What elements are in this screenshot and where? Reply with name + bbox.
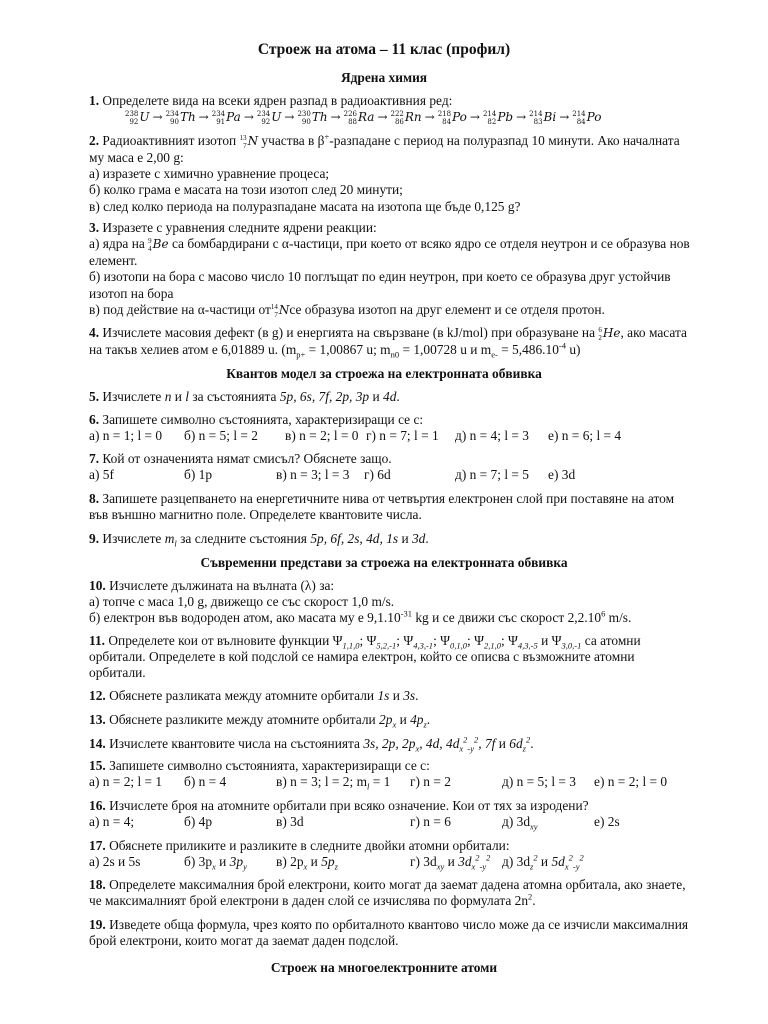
q17-option: а) 2s и 5s: [89, 854, 141, 870]
nuclide-symbol: U: [271, 110, 282, 125]
q16-option: д) $3d_{xy}$: [502, 814, 538, 832]
q7-option: а) 5f: [89, 467, 114, 483]
q7-option: д) n = 7; l = 5: [455, 467, 529, 483]
arrow-icon: →: [152, 110, 163, 125]
q17-option: г) $3d_{xy}$ и $3d_x^2_{-y}^2$: [410, 852, 491, 872]
question-10: 10. Изчислете дължината на вълната (λ) за: а) топче с маса 1,0 g, движещо се със скорост 1,0 m/s. б) електрон във водороден атом, ако масата му е $9,1.10^{-31}$ kg и се движи със скорост 2,2.10$^6$ m/s.: [89, 578, 632, 626]
q16-option: в) 3d: [276, 814, 304, 830]
question-19: 19. Изведете обща формула, чрез която по орбиталното квантово число може да се изчисли максималния брой електрони, които могат да заемат даден подслой.: [89, 917, 689, 949]
q16-option: а) n = 4;: [89, 814, 135, 830]
question-9: 9. Изчислете $m_l$ за следните състояния 5p, 6f, 2s, 4d, 1s и 3d.: [89, 531, 429, 549]
arrow-icon: →: [198, 110, 209, 125]
section-heading-quantum: Квантов модел за строежа на електронната обвивка: [226, 366, 542, 381]
isotope-n13: 13 7: [239, 133, 247, 150]
q7-options: [89, 467, 677, 483]
section-heading-modern: Съвременни представи за строежа на електронната обвивка: [200, 555, 568, 570]
question-6: 6. Запишете символно състоянията, характеризиращи се с: а) n = 1; l = 0 б) n = 5; l = 2 в) n = 2; l = 0 г) n = 7; l = 1 д) n = 4; l = 3 е) n = 6; l = 4: [89, 412, 677, 444]
q17-option: в) $2p_x$ и $5p_z$: [276, 854, 338, 872]
arrow-icon: →: [330, 110, 341, 125]
nuclide-symbol: Bi: [543, 110, 557, 125]
q6-option: е) n = 6; l = 4: [548, 428, 622, 444]
nuclide-index: 234 92: [256, 109, 271, 126]
nuclide-index: 230 90: [297, 109, 311, 126]
q15-option: в) n = 3; l = 2; $m_l = 1$: [276, 774, 391, 792]
question-7: 7. Кой от означенията нямат смисъл? Обяснете защо. а) 5f б) 1p в) n = 3; l = 3 г) 6d д) n = 7; l = 5 е) 3d: [89, 451, 677, 483]
q17-option: б) $3p_x$ и $3p_y$: [184, 854, 247, 872]
q6-option: г) n = 7; l = 1: [366, 428, 439, 444]
q15-option: г) n = 2: [410, 774, 451, 790]
q7-option: г) 6d: [364, 467, 391, 483]
arrow-icon: →: [243, 110, 254, 125]
arrow-icon: →: [377, 110, 388, 125]
question-13: 13. Обяснете разликите между атомните орбитали $2p_x$ и $4p_z$.: [89, 712, 431, 730]
section-heading-nuclear: Ядрена химия: [340, 70, 428, 85]
q16-option: е) 2s: [594, 814, 620, 830]
isotope-be9: 9 4: [148, 237, 152, 254]
nuclide-index: 234 90: [165, 109, 179, 126]
q16-option: г) n = 6: [410, 814, 451, 830]
q16-option: б) 4p: [184, 814, 213, 830]
nuclide-index: 214 83: [529, 109, 543, 126]
arrow-icon: →: [469, 110, 480, 125]
q15-option: д) n = 5; l = 3: [502, 774, 576, 790]
q6-options: [89, 428, 677, 444]
q6-option: а) n = 1; l = 0: [89, 428, 163, 444]
question-15: 15. Запишете символно състоянията, характеризиращи се с: а) n = 2; l = 1 б) n = 4 в) n = 3; l = 2; $m_l = 1$ г) n = 2 д) n = 5; l = 3 е) n = 2; l = 0: [89, 758, 677, 790]
q15-option: а) n = 2; l = 1: [89, 774, 163, 790]
nuclide-index: 214 82: [482, 109, 497, 126]
question-2: 2. Радиоактивният изотоп 13 7 N участва в β+-разпадане с период на полуразпад 10 минути. Ако началната му маса е 2,00 g: а) изразете с химично уравнение процеса; б) колко грама е масата на този изотоп след 20 минути; в) след колко периода на полуразпадане масата на изотопа ще бъде 0,125 g?: [89, 131, 680, 214]
q2-option-c: в) след колко периода на полуразпадане масата на изотопа ще бъде 0,125 g?: [89, 198, 521, 214]
question-17: 17. Обяснете приликите и разликите в следните двойки атомни орбитали: а) 2s и 5s б) $3p_x$ и $3p_y$ в) $2p_x$ и $5p_z$ г) $3d_{xy}$ и $3d_x^2_{-y}^2$ д) $3d_z^2$ и $5d_x^2_{-y}^2$: [89, 838, 677, 870]
q7-option: в) n = 3; l = 3: [276, 467, 350, 483]
q2-option-a: а) изразете с химично уравнение процеса;: [89, 166, 330, 182]
nuclide-symbol: Pb: [497, 110, 514, 125]
arrow-icon: →: [424, 110, 435, 125]
nuclide-symbol: Pa: [226, 110, 241, 125]
nuclide-symbol: Th: [179, 110, 196, 125]
q6-option: д) n = 4; l = 3: [455, 428, 529, 444]
question-4: 4. Изчислете масовия дефект (в g) и енергията на свързване (в kJ/mol) при образуване на 6 2 He, ако масата на такъв хелиев атом е 6,01889 u. ($m_{p+} = 1,00867$ u; $m_{n0} = 1,00728$ u и $m_{e-} = 5,486.10^{-4}$ u): [89, 325, 687, 360]
q17-options: [89, 854, 677, 870]
question-12: 12. Обяснете разликата между атомните орбитали 1s и 3s.: [89, 688, 419, 703]
nuclide-symbol: Po: [452, 110, 467, 125]
nuclide-symbol: Rn: [404, 110, 422, 125]
section-heading-multielectron: Строеж на многоелектронните атоми: [270, 960, 498, 975]
q6-option: в) n = 2; l = 0: [285, 428, 359, 444]
question-8: 8. Запишете разцепването на енергетичните нива от четвъртия електронен слой при поставяне на атом във външно магнитно поле. Определете квантовите числа.: [89, 491, 675, 523]
question-1: 1. Определете вида на всеки ядрен разпад в радиоактивния ред: 238 92 U → 234 90 Th → 234 91 Pa → 234 92 U → 230 90 Th → 226 88 Ra → 222 86 Rn → 218 84 Po → 214 82 Pb → 214 83 Bi → 214 84 Po: [89, 93, 677, 126]
q7-option: б) 1p: [184, 467, 213, 483]
isotope-he6: 6 2: [598, 325, 602, 342]
q15-options: [89, 774, 677, 790]
nuclide-symbol: U: [139, 110, 150, 125]
q2-option-b: б) колко грама е масата на този изотоп след 20 минути;: [89, 182, 403, 198]
nuclide-index: 226 88: [343, 109, 357, 126]
q17-option: д) $3d_z^2$ и $5d_x^2_{-y}^2$: [502, 852, 584, 872]
question-3: 3. Изразете с уравнения следните ядрени реакции: а) ядра на 9 4 Be са бомбардирани с α-частици, при което от всяко ядро се отделя неутрон и се образува нов елемент. б) изотопи на бора с масово число 10 поглъщат по един неутрон, при което се образува друг устойчив изотоп на бора в) под действие на α-частици от 14 7 Nсе образува изотоп на друг елемент и се отделя протон.: [89, 220, 690, 319]
nuclide-index: 222 86: [390, 109, 404, 126]
isotope-n14: 14 7: [270, 302, 278, 319]
nuclide-index: 214 84: [572, 109, 586, 126]
nuclide-index: 238 92: [125, 109, 139, 126]
nuclide-symbol: Th: [311, 110, 328, 125]
question-5: 5. Изчислете n и l за състоянията 5p, 6s, 7f, 2p, 3p и 4d.: [89, 389, 400, 404]
arrow-icon: →: [559, 110, 570, 125]
question-11: 11. Определете кои от вълновите функции $\Psi_{1,1,0}$; $\Psi_{5,2,-1}$; $\Psi_{4,3,-1}$; $\Psi_{0,1,0}$; $\Psi_{2,1,0}$; $\Psi_{4,3,-5}$ и $\Psi_{3,0,-1}$ са атомни орбитали. Определете в кой подслой се намира електрон, който се описва с възможните атомни орбитали.: [89, 633, 641, 681]
page-title: Строеж на атома – 11 клас (профил): [257, 41, 511, 58]
nuclide-index: 218 84: [437, 109, 452, 126]
q15-option: е) n = 2; l = 0: [594, 774, 668, 790]
q16-options: [89, 814, 677, 830]
q6-option: б) n = 5; l = 2: [184, 428, 258, 444]
q15-option: б) n = 4: [184, 774, 227, 790]
arrow-icon: →: [516, 110, 527, 125]
arrow-icon: →: [284, 110, 295, 125]
question-14: 14. Изчислете квантовите числа на състоянията 3s, 2p, $2p_x$, 4d, $4d_x^2_{-y}^2$, 7f и $6d_z^2$.: [89, 734, 534, 754]
nuclide-index: 234 91: [211, 109, 226, 126]
nuclide-symbol: Ra: [357, 110, 375, 125]
nuclide-symbol: Po: [586, 110, 602, 125]
q7-option: е) 3d: [548, 467, 576, 483]
question-18: 18. Определете максималния брой електрони, които могат да заемат дадена атомна орбитала, ако знаете, че максималният брой електрони в даден слой се изчислява по формулата $2n^2$.: [89, 877, 686, 909]
decay-chain: [89, 109, 677, 126]
question-16: 16. Изчислете броя на атомните орбитали при всяко означение. Кои от тях за изродени? а) n = 4; б) 4p в) 3d г) n = 6 д) $3d_{xy}$ е) 2s: [89, 798, 677, 830]
